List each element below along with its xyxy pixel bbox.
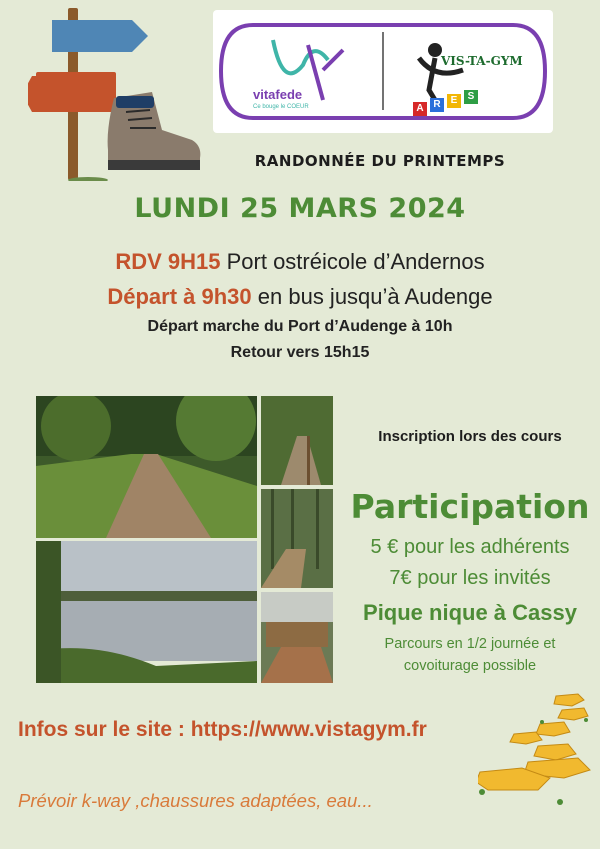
depart-text: en bus jusqu’à Audenge <box>251 284 493 309</box>
ares-letter-r: R <box>430 98 444 112</box>
vitafede-logo-text: vitafede <box>253 87 303 102</box>
participation-heading: Participation <box>350 487 590 526</box>
equipment-advice: Prévoir k-way ,chaussures adaptées, eau... <box>18 790 373 811</box>
depart-line <box>0 284 600 310</box>
return-time-line: Retour vers 15h15 <box>230 344 370 361</box>
lake-photo <box>36 541 257 683</box>
website-info: Infos sur le site : https://www.vistagym.fr <box>18 718 427 741</box>
forest-path-photo <box>36 396 257 538</box>
event-subtitle: RANDONNÉE DU PRINTEMPS <box>254 152 506 170</box>
picnic-location: Pique nique à Cassy <box>363 600 577 625</box>
boardwalk-photo-2 <box>261 489 333 588</box>
boardwalk-photo-3 <box>261 592 333 683</box>
route-note <box>350 633 590 677</box>
vitafede-tagline: Ce bouge le COEUR <box>253 104 309 110</box>
ares-letter-a: A <box>413 102 427 116</box>
route-note-line-1: Parcours en 1/2 journée et <box>384 636 556 652</box>
route-note-line-2: covoiturage possible <box>403 658 537 674</box>
ares-letter-s: S <box>464 90 478 104</box>
ares-letter-e: E <box>447 94 461 108</box>
price-members: 5 € pour les adhérents <box>370 536 570 558</box>
ares-badges <box>413 90 493 120</box>
rdv-label: RDV 9H15 <box>115 249 221 274</box>
walk-start-line: Départ marche du Port d’Audenge à 10h <box>147 318 453 335</box>
boardwalk-photo-1 <box>261 396 333 485</box>
inscription-note: Inscription lors des cours <box>378 428 562 445</box>
hiking-boot-illustration <box>100 90 205 175</box>
logo-frame-graphic <box>213 10 553 133</box>
rdv-place: Port ostréicole d’Andernos <box>220 249 485 274</box>
vistagym-logo-text: VIS-TA-GYM <box>441 54 523 68</box>
event-date: LUNDI 25 MARS 2024 <box>134 193 466 224</box>
price-guests: 7€ pour les invités <box>389 567 551 589</box>
rdv-line <box>0 249 600 275</box>
depart-label: Départ à 9h30 <box>107 284 252 309</box>
partner-logos-card <box>213 10 553 133</box>
